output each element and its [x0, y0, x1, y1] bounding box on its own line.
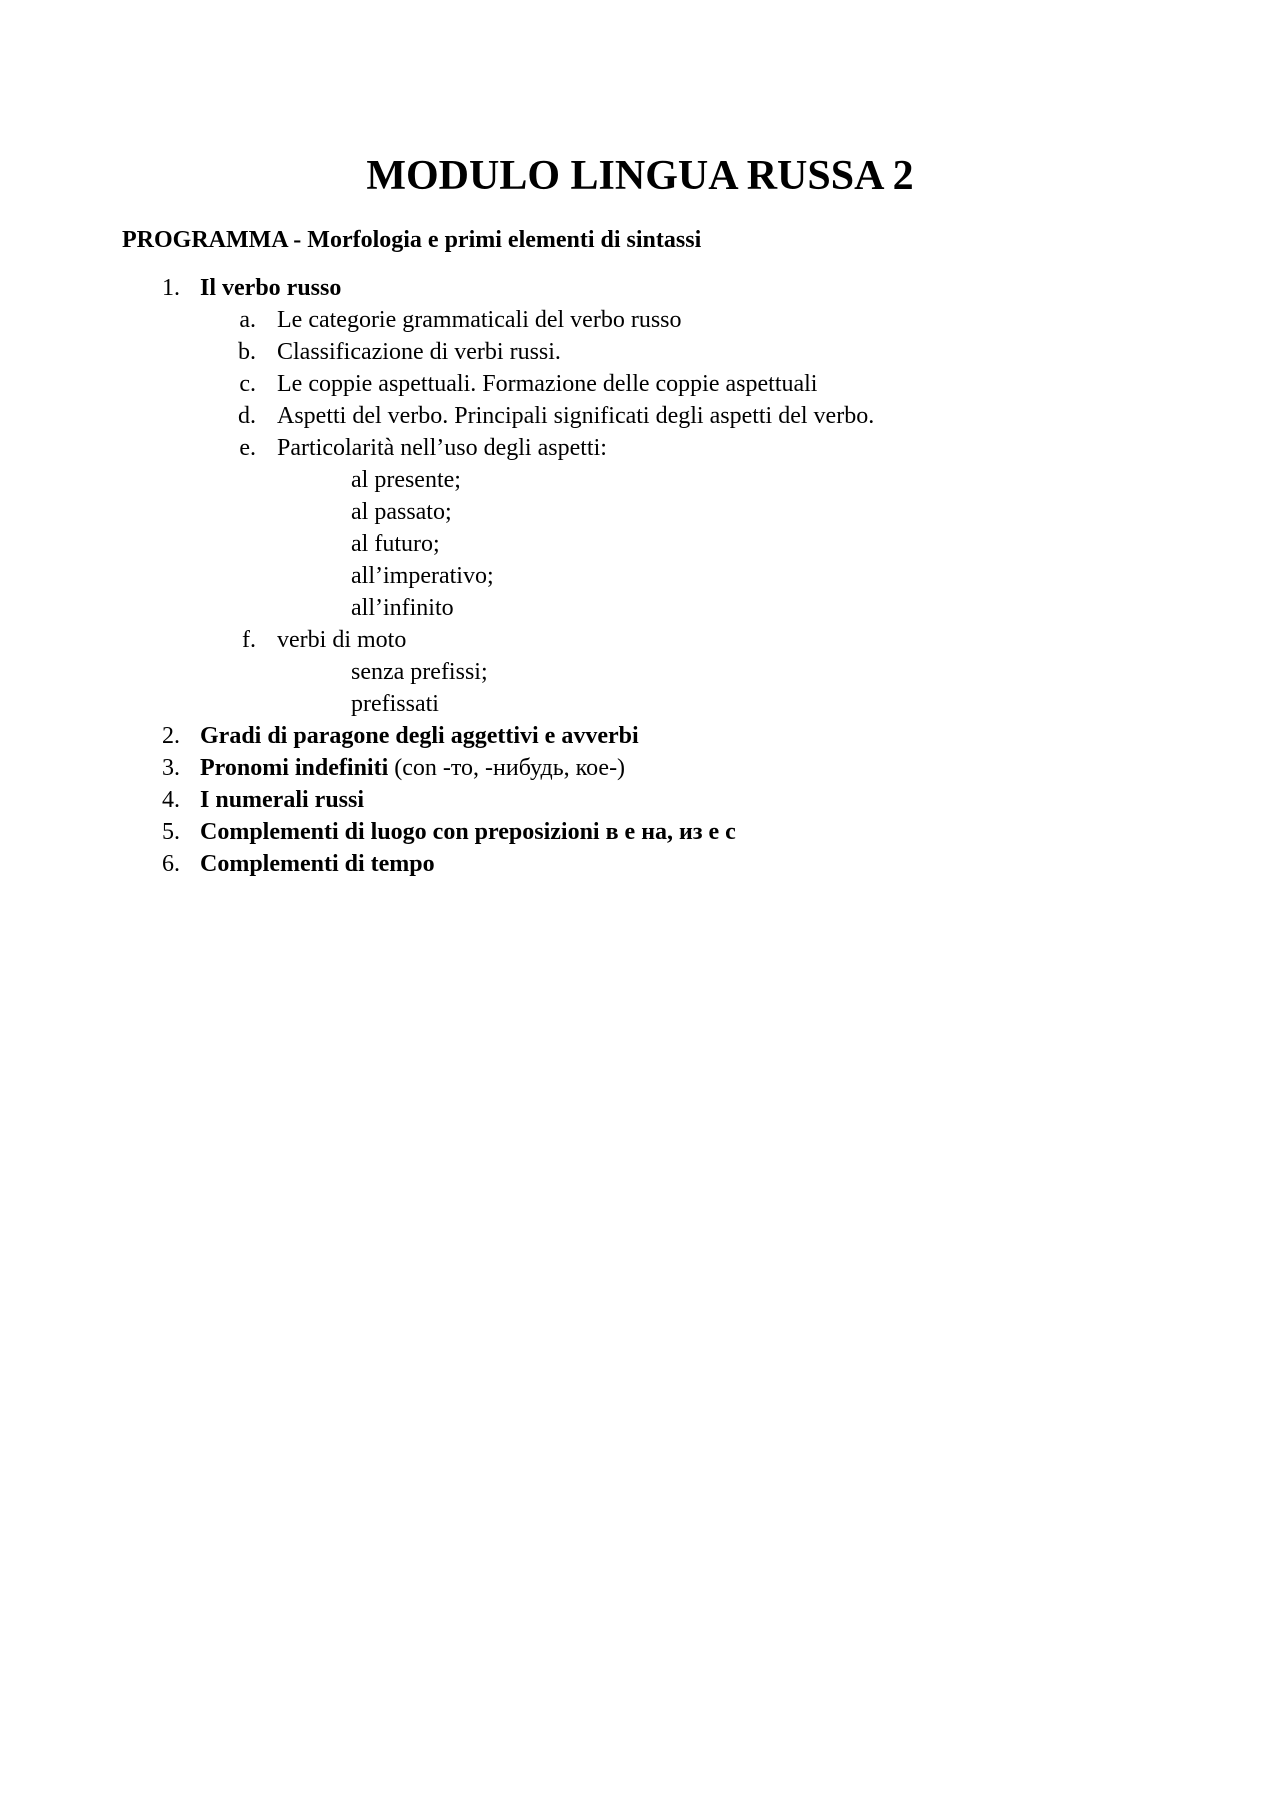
- item-label: Complementi di tempo: [200, 851, 435, 877]
- sub-list-item: [0, 368, 1280, 400]
- item-number: 6.: [162, 851, 180, 877]
- sub-list-item: [0, 432, 1280, 464]
- detail-text: prefissati: [351, 691, 439, 717]
- list-item: [0, 752, 1280, 784]
- item-text-group: [200, 752, 625, 784]
- detail-text: al passato;: [351, 499, 452, 525]
- sub-item-text: Particolarità nell’uso degli aspetti:: [277, 435, 607, 461]
- detail-text: al futuro;: [351, 531, 440, 557]
- list-item: [0, 816, 1280, 848]
- program-heading: PROGRAMMA - Morfologia e primi elementi di sintassi: [122, 227, 702, 253]
- item-label: Pronomi indefiniti: [200, 755, 389, 781]
- sub-item-letter: e.: [239, 435, 256, 461]
- item-label: Complementi di luogo con preposizioni в e на, из e с: [200, 819, 736, 845]
- detail-line: [0, 464, 1280, 496]
- sub-list-item: [0, 400, 1280, 432]
- sub-item-letter: a.: [239, 307, 256, 333]
- item-extra: (con -то, -нибудь, кое-): [388, 755, 626, 781]
- detail-line: [0, 592, 1280, 624]
- sub-item-letter: f.: [242, 627, 256, 653]
- item-number: 1.: [162, 275, 180, 301]
- detail-line: [0, 688, 1280, 720]
- sub-item-letter: d.: [238, 403, 256, 429]
- detail-text: al presente;: [351, 467, 461, 493]
- sub-list-item: [0, 304, 1280, 336]
- item-number: 3.: [162, 755, 180, 781]
- detail-text: all’imperativo;: [351, 563, 494, 589]
- sub-item-text: verbi di moto: [277, 627, 407, 653]
- sub-item-text: Le coppie aspettuali. Formazione delle coppie aspettuali: [277, 371, 818, 397]
- sub-item-letter: c.: [239, 371, 256, 397]
- item-number: 2.: [162, 723, 180, 749]
- sub-item-letter: b.: [238, 339, 256, 365]
- item-number: 5.: [162, 819, 180, 845]
- list-item: [0, 848, 1280, 880]
- page-title: MODULO LINGUA RUSSA 2: [366, 153, 914, 199]
- program-list: [0, 272, 1280, 880]
- item-label: Gradi di paragone degli aggettivi e avverbi: [200, 723, 639, 749]
- detail-line: [0, 656, 1280, 688]
- sub-item-text: Classificazione di verbi russi.: [277, 339, 561, 365]
- detail-line: [0, 496, 1280, 528]
- detail-line: [0, 560, 1280, 592]
- detail-text: senza prefissi;: [351, 659, 488, 685]
- item-label: I numerali russi: [200, 787, 365, 813]
- list-item: [0, 272, 1280, 304]
- detail-text: all’infinito: [351, 595, 454, 621]
- sub-list-item: [0, 624, 1280, 656]
- list-item: [0, 784, 1280, 816]
- detail-line: [0, 528, 1280, 560]
- list-item: [0, 720, 1280, 752]
- sub-item-text: Le categorie grammaticali del verbo russo: [277, 307, 682, 333]
- item-number: 4.: [162, 787, 180, 813]
- item-label: Il verbo russo: [200, 275, 342, 301]
- sub-list-item: [0, 336, 1280, 368]
- sub-item-text: Aspetti del verbo. Principali significati degli aspetti del verbo.: [277, 403, 875, 429]
